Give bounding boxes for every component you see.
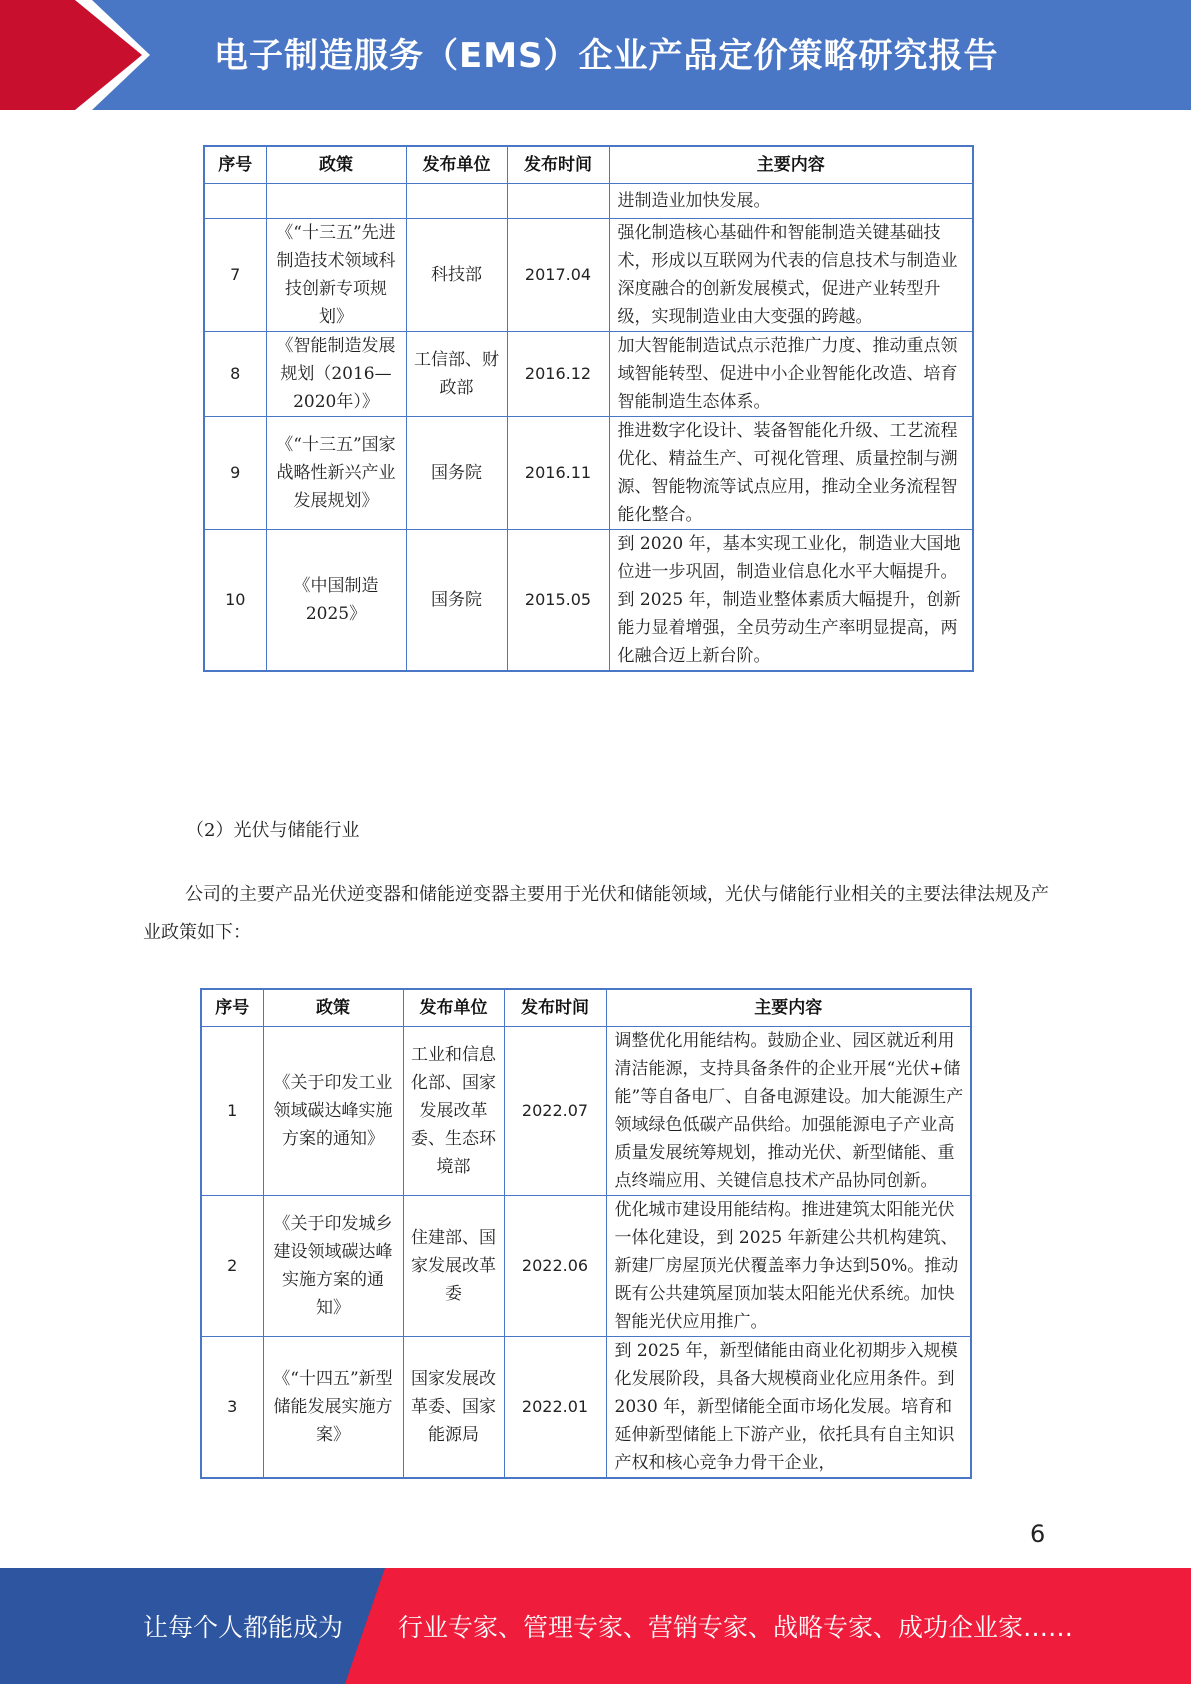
- cell-date: 2016.12: [507, 332, 609, 417]
- cell-issuer: 国务院: [406, 530, 507, 672]
- cell-policy: 《关于印发城乡建设领域碳达峰实施方案的通知》: [263, 1196, 403, 1337]
- cell-issuer: 工信部、财政部: [406, 332, 507, 417]
- cell-content: 强化制造核心基础件和智能制造关键基础技术，形成以互联网为代表的信息技术与制造业深度融合的创新发展模式，促进产业转型升级，实现制造业由大变强的跨越。: [609, 219, 973, 332]
- cell-date: 2016.11: [507, 417, 609, 530]
- header-no: 序号: [201, 989, 263, 1027]
- footer-slogan-right: 行业专家、管理专家、营销专家、战略专家、成功企业家……: [398, 1613, 1074, 1642]
- header-policy: 政策: [266, 146, 406, 184]
- table-row: [201, 1337, 971, 1479]
- table-row: [201, 1027, 971, 1196]
- cell-content: 进制造业加快发展。: [609, 184, 973, 219]
- cell-policy: 《“十四五”新型储能发展实施方案》: [263, 1337, 403, 1479]
- cell-policy: 《“十三五”国家战略性新兴产业发展规划》: [266, 417, 406, 530]
- cell-policy: 《关于印发工业领域碳达峰实施方案的通知》: [263, 1027, 403, 1196]
- cell-issuer: 工业和信息化部、国家发展改革委、生态环境部: [403, 1027, 504, 1196]
- table-row: [204, 530, 973, 672]
- cell-date: 2015.05: [507, 530, 609, 672]
- table-row: [201, 1196, 971, 1337]
- cell-no: [204, 184, 266, 219]
- cell-content: 到 2025 年，新型储能由商业化初期步入规模化发展阶段，具备大规模商业化应用条件。到 2030 年，新型储能全面市场化发展。培育和延伸新型储能上下游产业，依托具有自主知识产权和核心竞争力骨干企业，: [606, 1337, 971, 1479]
- header-content: 主要内容: [609, 146, 973, 184]
- header-issuer: 发布单位: [403, 989, 504, 1027]
- header-no: 序号: [204, 146, 266, 184]
- header-content: 主要内容: [606, 989, 971, 1027]
- cell-date: 2017.04: [507, 219, 609, 332]
- cell-date: 2022.01: [504, 1337, 606, 1479]
- cell-content: 到 2020 年，基本实现工业化，制造业大国地位进一步巩固，制造业信息化水平大幅提升。到 2025 年，制造业整体素质大幅提升，创新能力显着增强，全员劳动生产率明显提高，两化融合迈上新台阶。: [609, 530, 973, 672]
- cell-policy: [266, 184, 406, 219]
- policy-table-1: [203, 145, 974, 672]
- header-issuer: 发布单位: [406, 146, 507, 184]
- report-title: 电子制造服务（EMS）企业产品定价策略研究报告: [214, 36, 999, 76]
- cell-content: 加大智能制造试点示范推广力度、推动重点领域智能转型、促进中小企业智能化改造、培育智能制造生态体系。: [609, 332, 973, 417]
- cell-policy: 《“十三五”先进制造技术领域科技创新专项规划》: [266, 219, 406, 332]
- table-row: [204, 332, 973, 417]
- cell-no: 8: [204, 332, 266, 417]
- cell-no: 3: [201, 1337, 263, 1479]
- cell-no: 9: [204, 417, 266, 530]
- cell-no: 7: [204, 219, 266, 332]
- intro-paragraph: 公司的主要产品光伏逆变器和储能逆变器主要用于光伏和储能领域，光伏与储能行业相关的主要法律法规及产业政策如下：: [143, 884, 1049, 943]
- cell-content: 推进数字化设计、装备智能化升级、工艺流程优化、精益生产、可视化管理、质量控制与溯源、智能物流等试点应用，推动全业务流程智能化整合。: [609, 417, 973, 530]
- table-header-row: [201, 989, 971, 1027]
- footer-slogan-left: 让每个人都能成为: [143, 1613, 344, 1642]
- cell-date: 2022.07: [504, 1027, 606, 1196]
- page-number: 6: [1030, 1520, 1046, 1548]
- cell-issuer: [406, 184, 507, 219]
- cell-content: 调整优化用能结构。鼓励企业、园区就近利用清洁能源，支持具备条件的企业开展“光伏+储能”等自备电厂、自备电源建设。加大能源生产领域绿色低碳产品供给。加强能源电子产业高质量发展统筹规划，推动光伏、新型储能、重点终端应用、关键信息技术产品协同创新。: [606, 1027, 971, 1196]
- header-policy: 政策: [263, 989, 403, 1027]
- header-date: 发布时间: [507, 146, 609, 184]
- cell-policy: 《中国制造2025》: [266, 530, 406, 672]
- cell-issuer: 国务院: [406, 417, 507, 530]
- table-row: [204, 184, 973, 219]
- cell-no: 2: [201, 1196, 263, 1337]
- table-header-row: [204, 146, 973, 184]
- policy-table-2: [200, 988, 972, 1479]
- cell-date: 2022.06: [504, 1196, 606, 1337]
- cell-policy: 《智能制造发展规划（2016—2020年）》: [266, 332, 406, 417]
- cell-no: 10: [204, 530, 266, 672]
- header-date: 发布时间: [504, 989, 606, 1027]
- cell-date: [507, 184, 609, 219]
- page-header: [0, 0, 1191, 110]
- cell-content: 优化城市建设用能结构。推进建筑太阳能光伏一体化建设，到 2025 年新建公共机构建筑、新建厂房屋顶光伏覆盖率力争达到50%。推动既有公共建筑屋顶加装太阳能光伏系统。加快智能光伏应用推广。: [606, 1196, 971, 1337]
- table-row: [204, 417, 973, 530]
- page-footer: [0, 1568, 1191, 1684]
- cell-issuer: 住建部、国家发展改革委: [403, 1196, 504, 1337]
- table-row: [204, 219, 973, 332]
- cell-issuer: 国家发展改革委、国家能源局: [403, 1337, 504, 1479]
- cell-issuer: 科技部: [406, 219, 507, 332]
- cell-no: 1: [201, 1027, 263, 1196]
- section-heading: （2）光伏与储能行业: [186, 820, 360, 841]
